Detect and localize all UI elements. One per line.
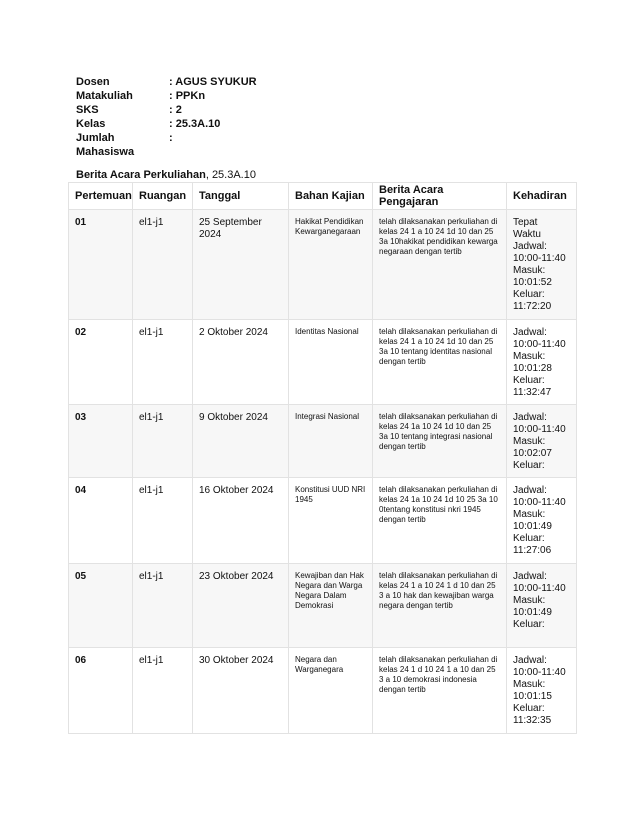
kehadiran-line: 10:00-11:40 [513,424,566,435]
sks-label: SKS [76,104,99,116]
cell-bahan-kajian: Konstitusi UUD NRI 1945 [289,478,373,564]
kehadiran-line: Keluar: [513,703,545,714]
berita-acara-table [68,182,577,734]
kehadiran-line: Masuk: [513,595,546,606]
table-row [69,478,577,564]
cell-tanggal: 25 September 2024 [193,210,289,320]
kehadiran-line: 10:00-11:40 [513,339,566,350]
cell-bahan-kajian: Negara dan Warganegara [289,648,373,734]
matakuliah-value: : PPKn [169,90,206,102]
kehadiran-line: Jadwal: [513,571,547,582]
cell-kehadiran [507,648,577,734]
sks-value: : 2 [169,104,182,116]
kehadiran-line: Keluar: [513,289,545,300]
cell-kehadiran [507,564,577,648]
kehadiran-line: 11:27:06 [513,545,552,556]
cell-ruangan: el1-j1 [133,405,193,478]
matakuliah-row [76,89,257,103]
kehadiran-line: 10:01:52 [513,277,552,288]
kehadiran-line: Masuk: [513,509,546,520]
sks-row [76,103,257,117]
cell-berita-acara: telah dilaksanakan perkuliahan di kelas 24 1 a 10 24 1d 10 dan 25 3a 10hakikat pendidikan kewarga negaraan dengan tertib [373,210,507,320]
table-header-row [69,183,577,210]
kehadiran-line: 10:02:07 [513,448,552,459]
table-row [69,210,577,320]
header-berita-acara: Berita Acara Pengajaran [373,183,507,210]
kehadiran-line: Keluar: [513,460,545,471]
cell-kehadiran [507,320,577,405]
cell-tanggal: 2 Oktober 2024 [193,320,289,405]
cell-ruangan: el1-j1 [133,564,193,648]
section-title-class: , 25.3A.10 [205,169,256,181]
kehadiran-line: 11:72:20 [513,301,552,312]
cell-ruangan: el1-j1 [133,210,193,320]
cell-tanggal: 23 Oktober 2024 [193,564,289,648]
header-bahan-kajian: Bahan Kajian [289,183,373,210]
kehadiran-line: 10:00-11:40 [513,497,566,508]
section-title [76,168,256,182]
cell-bahan-kajian: Kewajiban dan Hak Negara dan Warga Negara Dalam Demokrasi [289,564,373,648]
cell-tanggal: 9 Oktober 2024 [193,405,289,478]
kehadiran-line: 10:01:28 [513,363,552,374]
kehadiran-line: 11:32:35 [513,715,552,726]
cell-bahan-kajian: Hakikat Pendidikan Kewarganegaraan [289,210,373,320]
dosen-value: : AGUS SYUKUR [169,76,257,88]
kehadiran-line: Masuk: [513,265,546,276]
cell-tanggal: 16 Oktober 2024 [193,478,289,564]
cell-bahan-kajian: Identitas Nasional [289,320,373,405]
cell-ruangan: el1-j1 [133,478,193,564]
header-kehadiran: Kehadiran [507,183,577,210]
cell-pertemuan: 01 [69,210,133,320]
cell-pertemuan: 06 [69,648,133,734]
jumlah-row [76,131,257,158]
section-title-bold: Berita Acara Perkuliahan [76,169,206,181]
cell-berita-acara: telah dilaksanakan perkuliahan di kelas 24 1 d 10 24 1 a 10 dan 25 3 a 10 demokrasi indonesia dengan tertib [373,648,507,734]
cell-berita-acara: telah dilaksanakan perkuliahan di kelas 24 1 a 10 24 1 d 10 dan 25 3 a 10 hak dan kewajiban warga negara dengan tertib [373,564,507,648]
dosen-label: Dosen [76,76,110,88]
cell-pertemuan: 05 [69,564,133,648]
kehadiran-line: 10:00-11:40 [513,667,566,678]
kehadiran-line: Jadwal: [513,655,547,666]
kehadiran-line: 10:01:49 [513,607,552,618]
cell-ruangan: el1-j1 [133,648,193,734]
kehadiran-line: Keluar: [513,619,545,630]
cell-pertemuan: 04 [69,478,133,564]
kehadiran-line: 10:01:49 [513,521,552,532]
kehadiran-line: 10:00-11:40 [513,253,566,264]
table-row [69,405,577,478]
jumlah-value: : [169,132,173,144]
cell-pertemuan: 02 [69,320,133,405]
kehadiran-line: Jadwal: [513,412,547,423]
table-row [69,320,577,405]
kehadiran-line: Keluar: [513,375,545,386]
table-row [69,648,577,734]
kehadiran-line: Waktu [513,229,541,240]
header-tanggal: Tanggal [193,183,289,210]
kehadiran-line: 10:01:15 [513,691,552,702]
cell-kehadiran [507,210,577,320]
cell-berita-acara: telah dilaksanakan perkuliahan di kelas 24 1a 10 24 1d 10 25 3a 10 0tentang konstitusi nkri 1945 dengan tertib [373,478,507,564]
course-info [76,75,257,158]
kehadiran-line: Jadwal: [513,485,547,496]
kehadiran-line: Masuk: [513,436,546,447]
kelas-value: : 25.3A.10 [169,118,221,130]
dosen-row [76,75,257,89]
cell-berita-acara: telah dilaksanakan perkuliahan di kelas 24 1a 10 24 1d 10 dan 25 3a 10 tentang integrasi nasional dengan tertib [373,405,507,478]
header-ruangan: Ruangan [133,183,193,210]
table-row [69,564,577,648]
kehadiran-line: Tepat [513,217,538,228]
cell-bahan-kajian: Integrasi Nasional [289,405,373,478]
kehadiran-line: Keluar: [513,533,545,544]
cell-pertemuan: 03 [69,405,133,478]
kehadiran-line: Masuk: [513,679,546,690]
kehadiran-line: Masuk: [513,351,546,362]
cell-kehadiran [507,478,577,564]
cell-kehadiran [507,405,577,478]
kelas-row [76,117,257,131]
jumlah-label: Jumlah Mahasiswa [76,132,135,158]
kehadiran-line: 11:32:47 [513,387,552,398]
kehadiran-line: Jadwal: [513,327,547,338]
cell-tanggal: 30 Oktober 2024 [193,648,289,734]
cell-ruangan: el1-j1 [133,320,193,405]
kelas-label: Kelas [76,118,106,130]
matakuliah-label: Matakuliah [76,90,133,102]
header-pertemuan: Pertemuan [69,183,133,210]
kehadiran-line: Jadwal: [513,241,547,252]
cell-berita-acara: telah dilaksanakan perkuliahan di kelas 24 1 a 10 24 1d 10 dan 25 3a 10 tentang identitas nasional dengan tertib [373,320,507,405]
kehadiran-line: 10:00-11:40 [513,583,566,594]
